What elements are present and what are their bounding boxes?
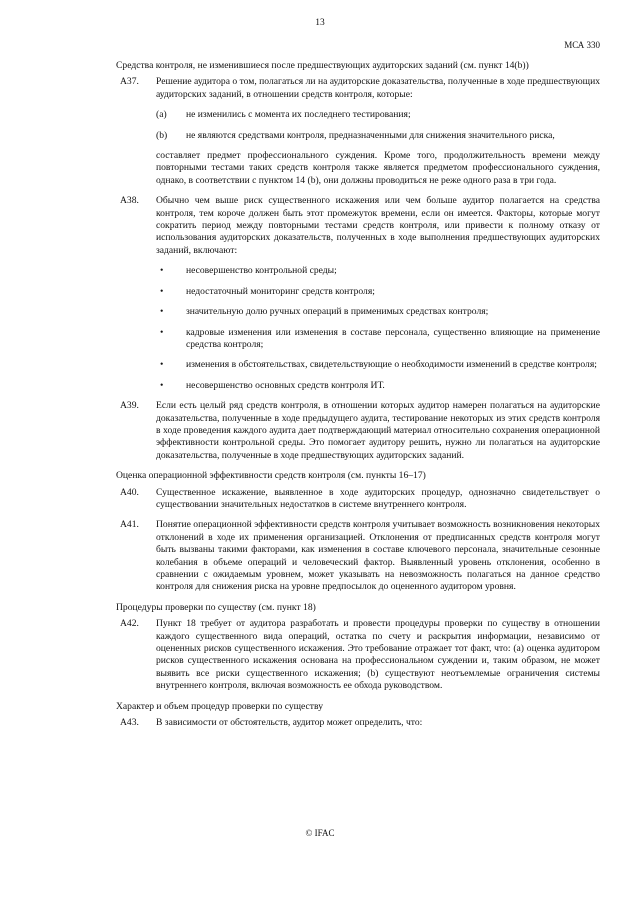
bullet-text: значительную долю ручных операций в применимых средствах контроля; — [186, 306, 489, 318]
paragraph-text: Если есть целый ряд средств контроля, в отношении которых аудитор намерен полагаться на аудиторские доказательства, полученные в ходе предыдущего аудита, тестирование некоторых из этих средств контроля в ходе проведения каждого аудита дает подтверждающий материал относительно сохранения операционной эффективности контрольной среды. Это помогает аудитору решить, нужно ли полагаться на аудиторские доказательства, полученные в ходе предшествующих аудиторских заданий. — [156, 400, 600, 461]
bullet-icon: • — [160, 359, 164, 371]
bullet-text: несовершенство основных средств контроля ИТ. — [186, 379, 385, 391]
list-item — [120, 109, 600, 121]
paragraph-a41 — [120, 519, 600, 593]
paragraph-label: A43. — [120, 717, 139, 729]
paragraph-a37 — [120, 76, 600, 101]
paragraph-text: Пункт 18 требует от аудитора разработать и провести процедуры проверки по существу в отношении каждого существенного вида операций, остатка по счету и раскрытия информации, независимо от оцененных рисков существенного искажения. Это требование отражает тот факт, что: (a) оценка аудитором рисков существенного искажения основана на профессиональном суждении и, таким образом, не может выявить все риски существенного искажения; (b) существуют неотъемлемые ограничения системы внутреннего контроля, включая возможность ее обхода руководством. — [156, 618, 600, 692]
list-item-label: (a) — [156, 109, 167, 121]
paragraph-a39 — [120, 400, 600, 462]
bullet-item — [120, 380, 600, 392]
paragraph-text: Решение аудитора о том, полагаться ли на аудиторские доказательства, полученные в ходе предшествующих аудиторских заданий, в отношении средств контроля, которые: — [156, 76, 600, 100]
paragraph-label: A37. — [120, 76, 139, 88]
paragraph-a42 — [120, 618, 600, 692]
bullet-icon: • — [160, 326, 164, 338]
paragraph-a40 — [120, 487, 600, 512]
list-item-label: (b) — [156, 129, 168, 141]
bullet-icon: • — [160, 379, 164, 391]
bullet-icon: • — [160, 285, 164, 297]
list-item-text: не изменились с момента их последнего тестирования; — [186, 109, 411, 121]
list-item-text: не являются средствами контроля, предназначенными для снижения значительного риска, — [186, 129, 555, 141]
paragraph-text: Обычно чем выше риск существенного искажения или чем больше аудитор полагается на средства контроля, тем короче должен быть этот промежуток времени, если он имеется. Факторы, которые могут сократить период между повторными тестами средств контроля, или привести к полному отказу от использования аудиторских доказательств, полученных в ходе выполнения предшествующих аудиторских заданий, включают: — [156, 195, 600, 256]
paragraph-continuation: составляет предмет профессионального суждения. Кроме того, продолжительность времени между повторными тестами таких средств контроля также является предметом профессионального суждения, однако, в соответствии с пунктом 14 (b), они должны проводиться не реже одного раза в три года. — [156, 150, 600, 186]
section-heading: Средства контроля, не изменившиеся после предшествующих аудиторских заданий (см. пункт 14(b)) — [116, 60, 529, 71]
page-number: 13 — [315, 18, 325, 28]
paragraph-label: A39. — [120, 400, 139, 412]
list-item — [120, 130, 600, 142]
section-heading: Процедуры проверки по существу (см. пункт 18) — [116, 601, 316, 613]
paragraph-text: Понятие операционной эффективности средств контроля учитывает возможность возникновения некоторых отклонений в ходе их применения организацией. Отклонения от предписанных средств контроля могут быть вызваны такими факторами, как изменения в составе ключевого персонала, значительные сезонные колебания в объеме операций и человеческий фактор. Выявленный уровень отклонения, особенно в сравнении с ожидаемым уровнем, может указывать на невозможность полагаться на данное средство контроля для снижения риска на уровне предпосылок до оцененного аудитором уровня. — [156, 519, 600, 593]
paragraph-label: A41. — [120, 519, 139, 531]
copyright-footer: © IFAC — [305, 828, 335, 838]
paragraph-text: В зависимости от обстоятельств, аудитор может определить, что: — [156, 717, 423, 729]
standard-code: МСА 330 — [564, 40, 600, 50]
bullet-icon: • — [160, 306, 164, 318]
section-heading: Характер и объем процедур проверки по существу — [116, 700, 323, 712]
bullet-text: кадровые изменения или изменения в составе персонала, существенно влияющие на применение средства контроля; — [186, 326, 600, 350]
paragraph-text: Существенное искажение, выявленное в ходе аудиторских процедур, однозначно свидетельствует о существовании значительных недостатков в системе внутреннего контроля. — [156, 486, 600, 510]
bullet-text: недостаточный мониторинг средств контроля; — [186, 285, 375, 297]
bullet-text: изменения в обстоятельствах, свидетельствующие о необходимости изменений в средстве контроля; — [186, 359, 597, 371]
paragraph-label: A42. — [120, 618, 139, 630]
paragraph-label: A40. — [120, 486, 139, 498]
paragraph-a38 — [120, 195, 600, 257]
bullet-item — [120, 286, 600, 298]
paragraph-a43 — [120, 717, 600, 729]
bullet-icon: • — [160, 265, 164, 277]
bullet-text: несовершенство контрольной среды; — [186, 265, 337, 277]
bullet-item — [120, 306, 600, 318]
paragraph-label: A38. — [120, 195, 139, 207]
section-heading: Оценка операционной эффективности средств контроля (см. пункты 16–17) — [116, 470, 426, 482]
bullet-item — [120, 327, 600, 352]
bullet-item — [120, 359, 600, 371]
bullet-item — [120, 265, 600, 277]
page-content — [116, 60, 600, 737]
